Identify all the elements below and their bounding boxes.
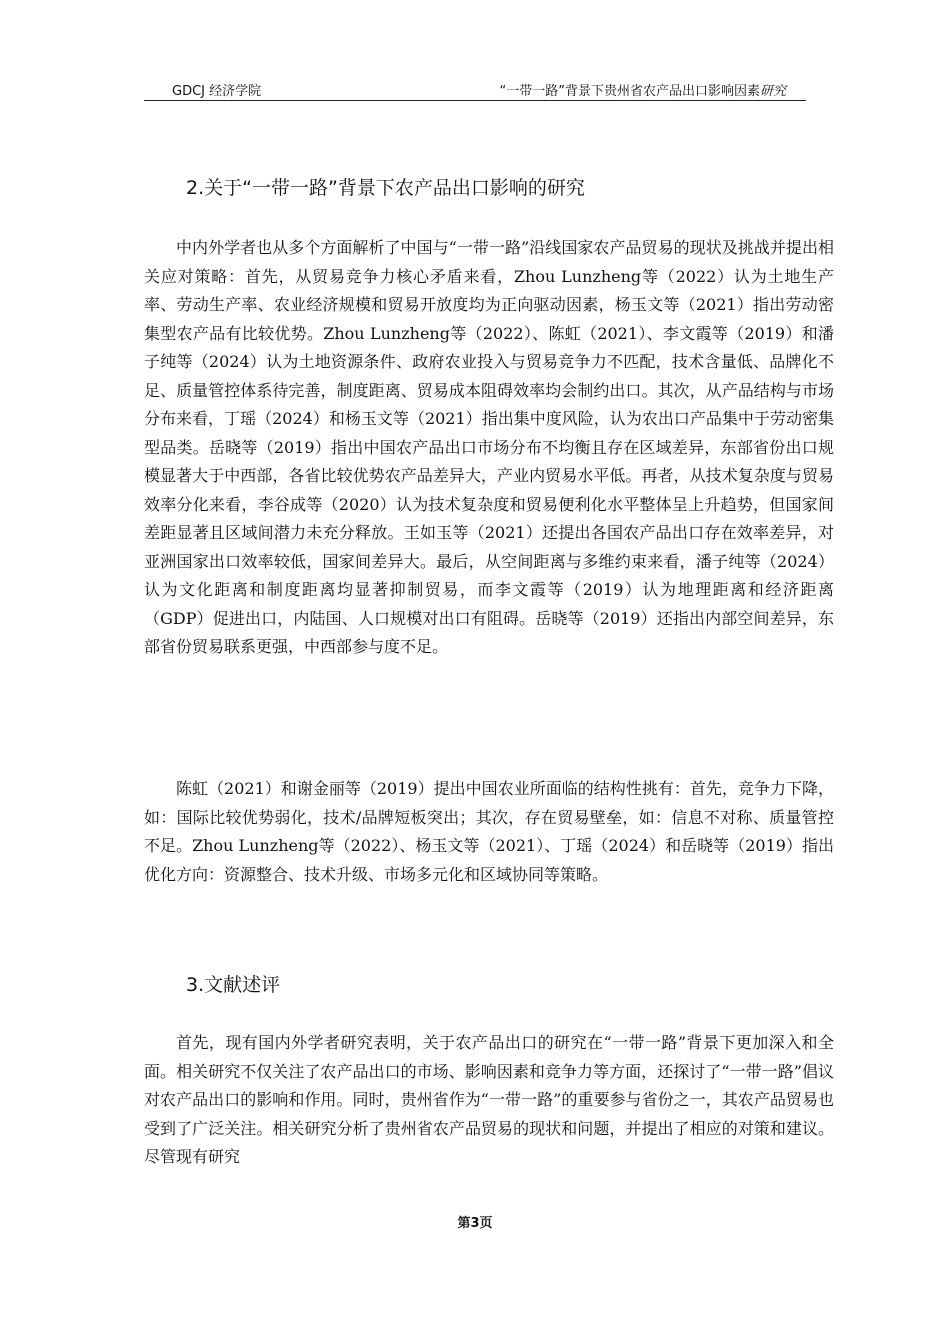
header-school: GDCJ 经济学院 <box>172 84 262 99</box>
section-heading-3: 3.文献述评 <box>186 974 281 996</box>
header-title <box>500 80 787 99</box>
page-number: 第3页 <box>457 1216 493 1231</box>
header-title-italic: 研究 <box>759 84 786 99</box>
paragraph: 陈虹（2021）和谢金丽等（2019）提出中国农业所面临的结构性挑有：首先，竞争力下降，如：国际比较优势弱化，技术/品牌短板突出；其次，存在贸易壁垒，如：信息不对称、质量管控不足。Zhou Lunzheng等（2022）、杨玉文等（2021）、丁瑶（2024）和岳晓等（2019）指出优化方向：资源整合、技术升级、市场多元化和区域协同等策略。 <box>144 779 834 884</box>
page-header <box>144 78 806 101</box>
paragraph: 首先，现有国内外学者研究表明，关于农产品出口的研究在“一带一路”背景下更加深入和全面。相关研究不仅关注了农产品出口的市场、影响因素和竞争力等方面，还探讨了“一带一路”倡议对农产品出口的影响和作用。同时，贵州省作为“一带一路”的重要参与省份之一，其农产品贸易也受到了广泛关注。相关研究分析了贵州省农产品贸易的现状和问题，并提出了相应的对策和建议。尽管现有研究 <box>144 1033 834 1166</box>
paragraph: 中内外学者也从多个方面解析了中国与“一带一路”沿线国家农产品贸易的现状及挑战并提出相关应对策略：首先，从贸易竞争力核心矛盾来看，Zhou Lunzheng等（2022）认为土地生产率、劳动生产率、农业经济规模和贸易开放度均为正向驱动因素，杨玉文等（2021）指出劳动密集型农产品有比较优势。Zhou Lunzheng等（2022）、陈虹（2021）、李文霞等（2019）和潘子纯等（2024）认为土地资源条件、政府农业投入与贸易竞争力不匹配，技术含量低、品牌化不足、质量管控体系待完善，制度距离、贸易成本阻碍效率均会制约出口。其次，从产品结构与市场分布来看，丁瑶（2024）和杨玉文等（2021）指出集中度风险，认为农出口产品集中于劳动密集型品类。岳晓等（2019）指出中国农产品出口市场分布不均衡且存在区域差异，东部省份出口规模显著大于中西部，各省比较优势农产品差异大，产业内贸易水平低。再者，从技术复杂度与贸易效率分化来看，李谷成等（2020）认为技术复杂度和贸易便利化水平整体呈上升趋势，但国家间差距显著且区域间潜力未充分释放。王如玉等（2021）还提出各国农产品出口存在效率差异，对亚洲国家出口效率较低，国家间差异大。最后，从空间距离与多维约束来看，潘子纯等（2024）认为文化距离和制度距离均显著抑制贸易，而李文霞等（2019）认为地理距离和经济距离（GDP）促进出口，内陆国、人口规模对出口有阻碍。岳晓等（2019）还指出内部空间差异，东部省份贸易联系更强，中西部参与度不足。 <box>144 238 834 656</box>
header-title-main: “一带一路”背景下贵州省农产品出口影响因素 <box>499 84 760 99</box>
section-heading-2: 2.关于“一带一路”背景下农产品出口影响的研究 <box>186 177 585 199</box>
